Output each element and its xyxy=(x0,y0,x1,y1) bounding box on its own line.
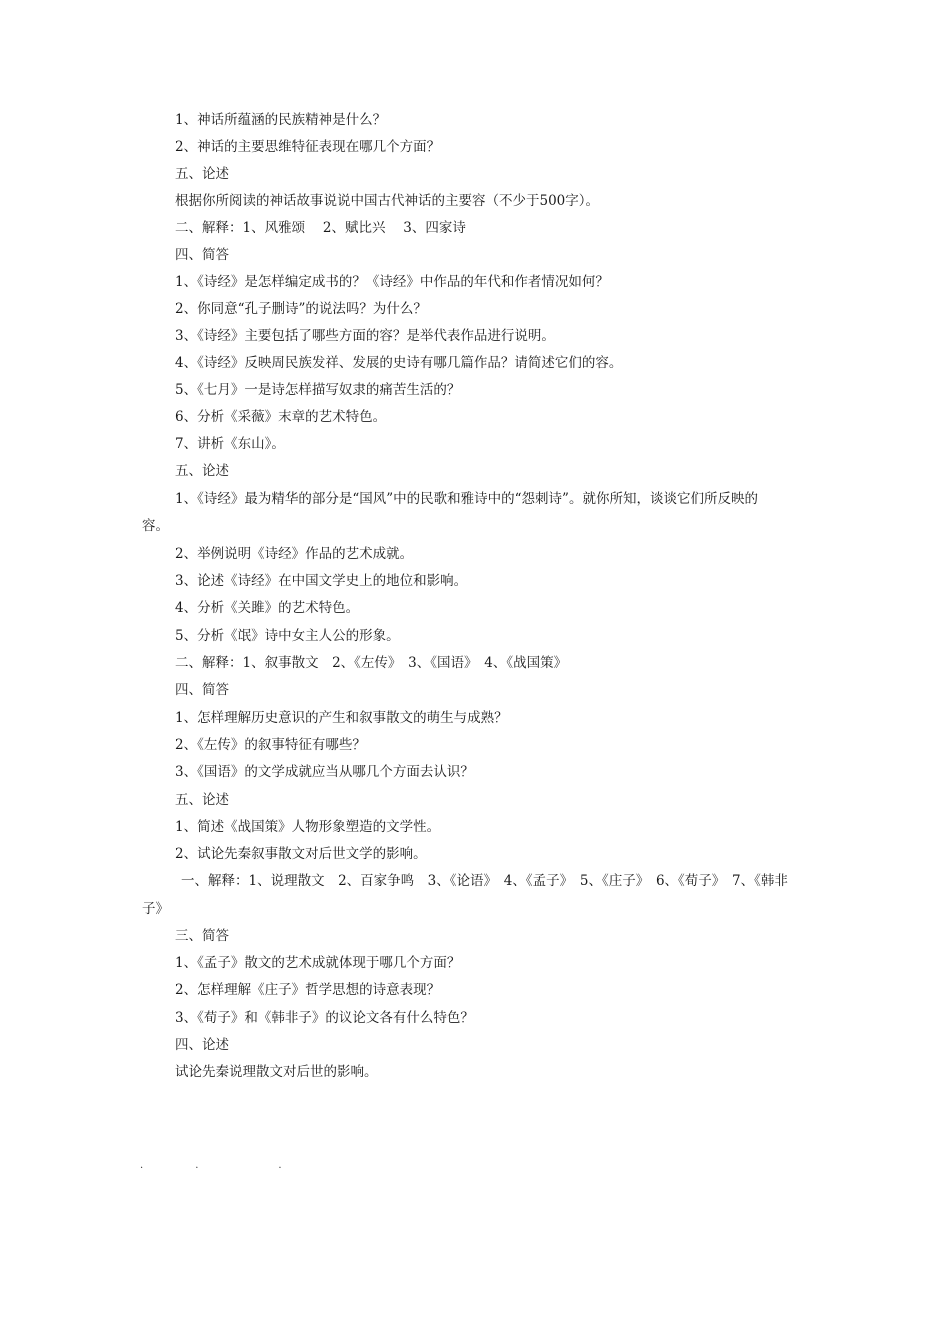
question-line: 2、举例说明《诗经》作品的艺术成就。 xyxy=(175,546,414,562)
section-heading: 一、解释：1、说理散文 2、百家争鸣 3、《论语》 4、《孟子》 5、《庄子》 6、《荀子》 7、《韩非 xyxy=(181,873,788,889)
section-heading: 二、解释：1、风雅颂 2、赋比兴 3、四家诗 xyxy=(175,220,466,236)
question-line: 2、怎样理解《庄子》哲学思想的诗意表现？ xyxy=(175,982,441,998)
question-line: 1、神话所蕴涵的民族精神是什么？ xyxy=(175,112,387,128)
question-line: 4、分析《关雎》的艺术特色。 xyxy=(175,600,360,616)
question-line: 1、《诗经》最为精华的部分是“国风”中的民歌和雅诗中的“怨刺诗”。就你所知，谈谈它们所反映的 xyxy=(175,491,758,507)
footer-dot: . xyxy=(195,1160,199,1171)
question-line: 2、你同意“孔子删诗”的说法吗？为什么？ xyxy=(175,301,427,317)
question-line: 3、《诗经》主要包括了哪些方面的容？是举代表作品进行说明。 xyxy=(175,328,555,344)
section-heading: 四、简答 xyxy=(175,682,229,698)
question-line: 5、《七月》一是诗怎样描写奴隶的痛苦生活的？ xyxy=(175,382,461,398)
footer-dot: . xyxy=(278,1160,282,1171)
question-line: 5、分析《氓》诗中女主人公的形象。 xyxy=(175,628,400,644)
section-heading: 三、简答 xyxy=(175,928,229,944)
section-heading: 五、论述 xyxy=(175,792,229,808)
section-heading: 四、简答 xyxy=(175,247,229,263)
section-heading: 四、论述 xyxy=(175,1037,229,1053)
question-line: 7、讲析《东山》。 xyxy=(175,436,285,452)
question-line: 2、《左传》的叙事特征有哪些？ xyxy=(175,737,366,753)
question-line: 根据你所阅读的神话故事说说中国古代神话的主要容（不少于500字）。 xyxy=(175,193,600,209)
footer-dot: . xyxy=(140,1160,144,1171)
question-line: 6、分析《采薇》末章的艺术特色。 xyxy=(175,409,387,425)
section-heading: 二、解释：1、叙事散文 2、《左传》 3、《国语》 4、《战国策》 xyxy=(175,655,568,671)
question-line: 1、简述《战国策》人物形象塑造的文学性。 xyxy=(175,819,441,835)
question-line: 3、《国语》的文学成就应当从哪几个方面去认识？ xyxy=(175,764,474,780)
question-line: 试论先秦说理散文对后世的影响。 xyxy=(175,1064,378,1080)
question-line-continuation: 容。 xyxy=(142,518,169,534)
question-line: 1、怎样理解历史意识的产生和叙事散文的萌生与成熟？ xyxy=(175,710,508,726)
section-heading: 五、论述 xyxy=(175,166,229,182)
question-line: 3、论述《诗经》在中国文学史上的地位和影响。 xyxy=(175,573,468,589)
question-line: 1、《孟子》散文的艺术成就体现于哪几个方面？ xyxy=(175,955,461,971)
footer-dots xyxy=(140,1160,282,1171)
question-line: 3、《荀子》和《韩非子》的议论文各有什么特色？ xyxy=(175,1010,474,1026)
section-heading: 五、论述 xyxy=(175,463,229,479)
question-line: 4、《诗经》反映周民族发祥、发展的史诗有哪几篇作品？请简述它们的容。 xyxy=(175,355,623,371)
question-line: 1、《诗经》是怎样编定成书的？《诗经》中作品的年代和作者情况如何？ xyxy=(175,274,609,290)
question-line: 2、试论先秦叙事散文对后世文学的影响。 xyxy=(175,846,427,862)
question-line-continuation: 子》 xyxy=(142,901,169,917)
question-line: 2、神话的主要思维特征表现在哪几个方面？ xyxy=(175,139,441,155)
